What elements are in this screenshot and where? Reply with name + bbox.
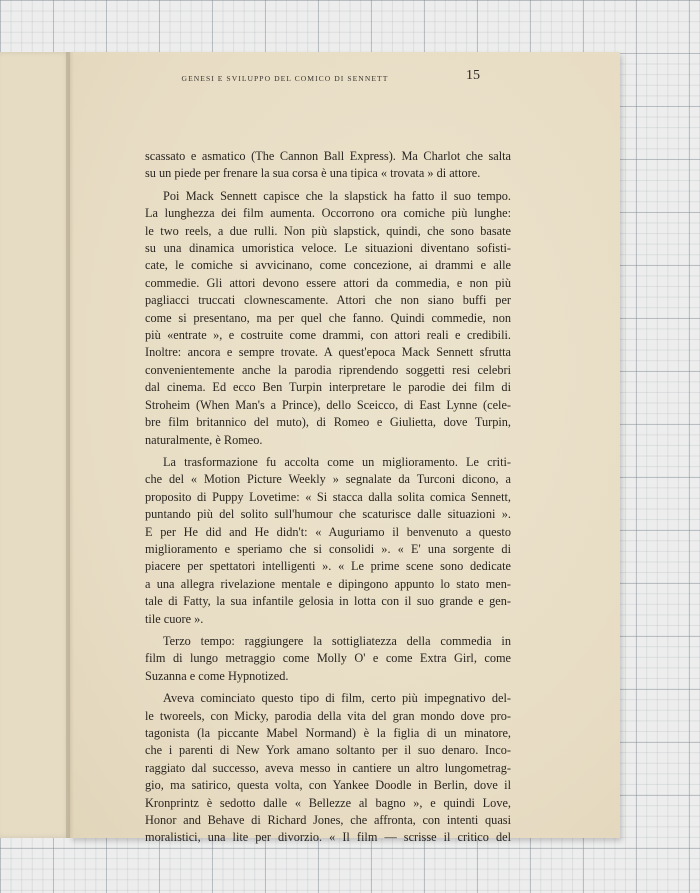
page-number: 15 xyxy=(466,68,480,83)
text-line: su una dinamica umoristica veloce. Le situazioni diventano sofisti- xyxy=(145,241,511,256)
text-line: La lunghezza dei film aumenta. Occorrono ora comiche più lunghe: xyxy=(145,206,511,221)
facing-page-edge xyxy=(0,52,70,838)
text-line: E per He did and He didn't: « Auguriamo il benvenuto a questo xyxy=(145,524,511,539)
text-line: gio, ma satirico, questa volta, con Yankee Doodle in Berlin, dove il xyxy=(145,778,511,793)
text-line: Aveva cominciato questo tipo di film, certo più impegnativo del- xyxy=(163,691,511,706)
text-line: che i parenti di New York amano soltanto per il suo denaro. Inco- xyxy=(145,743,511,758)
text-line: Terzo tempo: raggiungere la sottigliatezza della commedia in xyxy=(163,633,511,648)
text-line: pagliacci truccati clownescamente. Attori che non siano buffi per xyxy=(145,293,511,308)
text-line: tagonista (la piccante Mabel Normand) è la figlia di un minatore, xyxy=(145,726,511,740)
text-line: Honor and Behave di Richard Jones, che affronta, con intenti quasi xyxy=(145,813,511,828)
text-line: le tworeels, con Micky, parodia della vita del gran mondo dove pro- xyxy=(145,708,511,723)
paragraph xyxy=(145,454,511,628)
text-body xyxy=(145,148,511,852)
text-line: a una allegra rivelazione mentale e dipingono appunto lo stato men- xyxy=(145,576,511,591)
text-line: naturalmente, è Romeo. xyxy=(145,432,263,447)
text-line: Stroheim (When Man's a Prince), dello Sceicco, di East Lynne (cele- xyxy=(145,397,511,412)
paragraph xyxy=(145,633,511,685)
text-line: che del « Motion Picture Weekly » segnalate da Turconi dicono, a xyxy=(145,472,511,487)
paragraph xyxy=(145,690,511,847)
text-line: convenientemente anche la parodia riprendendo soggetti resi celebri xyxy=(145,362,511,377)
paragraph xyxy=(145,148,511,183)
text-line: proposito di Puppy Lovetime: « Si stacca dalla solita comica Sennett, xyxy=(145,489,511,504)
text-line: commedie. Gli attori devono essere attori da commedia, e non più xyxy=(145,275,511,290)
text-line: Poi Mack Sennett capisce che la slapstick ha fatto il suo tempo. xyxy=(163,188,511,203)
text-line: come si presentano, ma per quel che fanno. Quindi commedie, non xyxy=(145,310,511,325)
text-line: piacere per spettatori intelligenti ». « Le prime scene sono dedicate xyxy=(145,559,511,574)
text-line: cate, le comiche si avvicinano, come concezione, ai drammi e alle xyxy=(145,258,511,273)
text-line: dal cinema. Ed ecco Ben Turpin interpretare le parodie dei film di xyxy=(145,380,511,395)
text-line: Inoltre: ancora e sempre trovate. A quest'epoca Mack Sennett sfrutta xyxy=(145,345,511,360)
text-line: Kronprintz è sedotto dalle « Bellezze al bagno », e quindi Love, xyxy=(145,795,511,810)
text-line: La trasformazione fu accolta come un miglioramento. Le criti- xyxy=(163,454,511,469)
text-line: puntando più del solito sull'humour che scaturisce dalle situazioni ». xyxy=(145,507,511,522)
text-line: tale di Fatty, la sua infantile gelosia in lotta con il suo grande e gen- xyxy=(145,594,511,609)
text-line: film di lungo metraggio come Molly O' e come Extra Girl, come xyxy=(145,651,511,666)
text-line: più «entrate », e costruite come drammi, con attori reali e credibili. xyxy=(145,328,511,343)
text-line: tile cuore ». xyxy=(145,611,204,626)
book-gutter xyxy=(66,52,74,838)
text-line: le two reels, a due rulli. Non più slapstick, quindi, che sono basate xyxy=(145,223,511,238)
text-line: moralistici, una lite per divorzio. « Il film — scrisse il critico del xyxy=(145,830,511,845)
text-line: Suzanna e come Hypnotized. xyxy=(145,668,289,683)
text-line: scassato e asmatico (The Cannon Ball Express). Ma Charlot che salta xyxy=(145,149,511,163)
text-line: su un piede per frenare la sua corsa è una tipica « trovata » di attore. xyxy=(145,166,481,181)
running-head: GENESI E SVILUPPO DEL COMICO DI SENNETT xyxy=(181,74,389,83)
text-line: raggiato dal successo, aveva messo in cantiere un altro lungometrag- xyxy=(145,760,511,775)
text-line: bre film britannico del muto), di Romeo e Giulietta, dove Turpin, xyxy=(145,415,511,430)
text-line: miglioramento e speriamo che si consolidi ». « E' una sorgente di xyxy=(145,541,511,556)
paragraph xyxy=(145,188,511,449)
